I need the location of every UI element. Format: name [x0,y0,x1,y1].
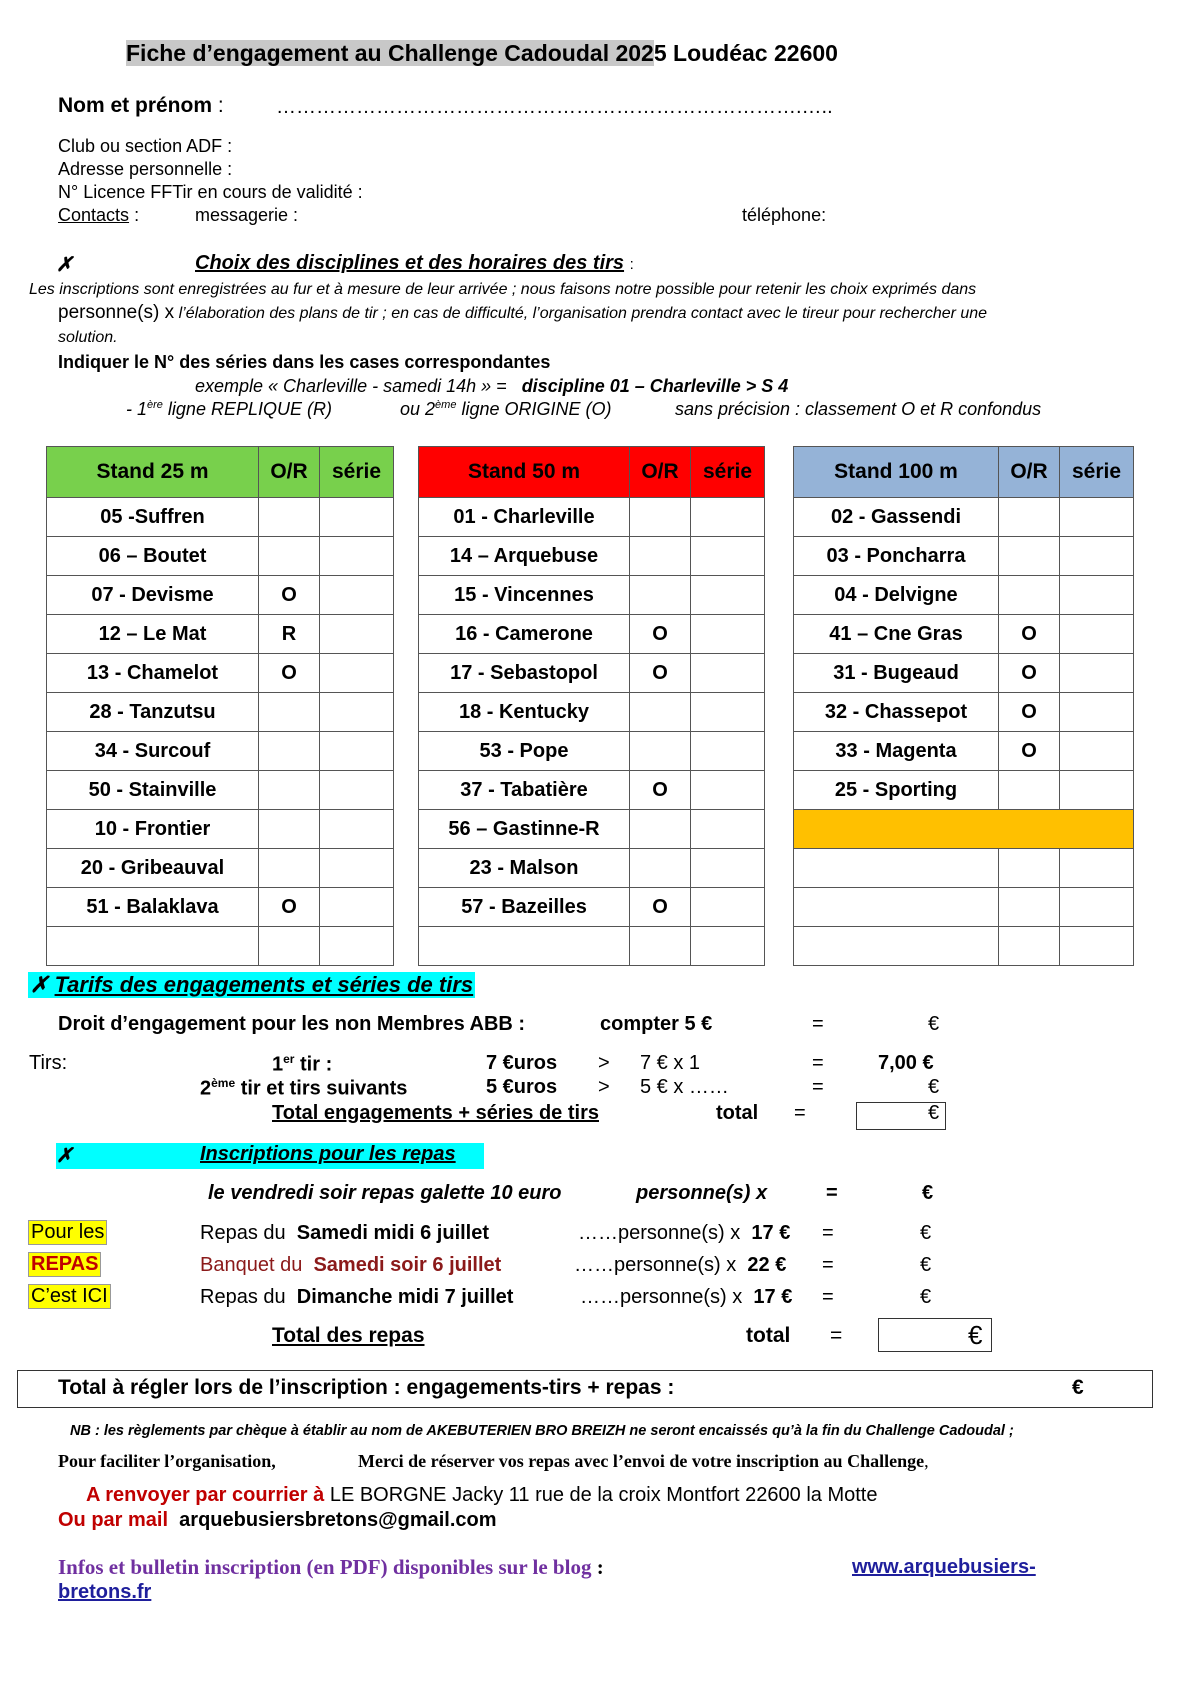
serie-cell[interactable] [320,615,394,654]
or-cell[interactable]: O [259,576,320,615]
side-note-3: C’est ICI [28,1284,111,1309]
total-engagements-label: Total engagements + séries de tirs [272,1102,599,1124]
serie-cell[interactable] [320,576,394,615]
serie-cell[interactable] [1060,576,1134,615]
or-cell[interactable] [259,810,320,849]
renvoyer-address: LE BORGNE Jacky 11 rue de la croix Montfort 22600 la Motte [324,1484,878,1506]
infos-colon: : [591,1555,604,1579]
stand-100-title: Stand 100 m [794,447,999,498]
blog-link-line1[interactable]: www.arquebusiers- [852,1556,1036,1578]
stand-50-title: Stand 50 m [419,447,630,498]
serie-cell[interactable] [691,927,765,966]
total-repas-eq: = [830,1324,843,1347]
total-engagements-euro: € [928,1102,940,1124]
total-engagements-word: total [716,1102,759,1124]
droit-text: Droit d’engagement pour les non Membres ABB : [58,1013,526,1035]
discipline-cell: 53 - Pope [419,732,630,771]
serie-cell[interactable] [691,498,765,537]
repas-row-3 [200,1286,513,1309]
serie-cell[interactable] [1060,849,1134,888]
droit-euro: € [928,1013,940,1035]
discipline-cell [794,927,999,966]
exemple-b: discipline 01 – Charleville > S 4 [521,376,789,396]
repas-heading-bar [56,1143,484,1169]
discipline-cell: 03 - Poncharra [794,537,999,576]
table-row [47,888,394,927]
serie-cell[interactable] [320,849,394,888]
discipline-cell: 14 – Arquebuse [419,537,630,576]
total-regler-label: Total à régler lors de l’inscription : engagements-tirs + repas : [58,1376,675,1399]
stand-25-table [46,446,394,966]
table-row [794,693,1134,732]
nom-field[interactable]: …………………………………………………………………….….. [276,96,833,118]
discipline-cell: 57 - Bazeilles [419,888,630,927]
discipline-cell: 33 - Magenta [794,732,999,771]
or-cell[interactable]: O [630,888,691,927]
or-cell[interactable] [630,693,691,732]
mail-address[interactable]: arquebusiersbretons@gmail.com [179,1509,497,1531]
tir2-post: tir et tirs suivants [235,1077,408,1100]
repas-row-3-euro: € [920,1286,932,1308]
serie-cell[interactable] [1060,927,1134,966]
table-row [47,498,394,537]
serie-cell[interactable] [1060,654,1134,693]
or-cell[interactable] [999,927,1060,966]
table-row [47,693,394,732]
serie-cell[interactable] [691,732,765,771]
tir1-total: 7,00 € [878,1052,934,1074]
table-row [794,615,1134,654]
or-cell[interactable] [630,810,691,849]
tir2-calc: 5 € x …… [640,1076,729,1098]
discipline-cell: 31 - Bugeaud [794,654,999,693]
serie-cell[interactable] [691,888,765,927]
table-row [419,498,765,537]
table-row [419,537,765,576]
tir1-price: 7 €uros [486,1052,558,1074]
total-regler-euro: € [1072,1376,1084,1399]
discipline-cell: 05 -Suffren [47,498,259,537]
serie-cell[interactable] [691,576,765,615]
infos-text [58,1555,604,1580]
ligne-a-post: ligne REPLIQUE (R) [162,399,332,419]
stand-100-or-header: O/R [999,447,1060,498]
discipline-cell: 37 - Tabatière [419,771,630,810]
choix-p2-rest: l’élaboration des plans de tir ; en cas de difficulté, l’organisation prendra contact avec le tireur pour rechercher une [174,305,988,322]
discipline-cell: 01 - Charleville [419,498,630,537]
discipline-cell: 28 - Tanzutsu [47,693,259,732]
ligne-a-pre: - 1 [126,399,148,419]
orange-band [794,810,1134,849]
discipline-cell [47,927,259,966]
discipline-cell [419,927,630,966]
ligne-replique [126,399,332,420]
table-row [794,576,1134,615]
discipline-cell: 15 - Vincennes [419,576,630,615]
discipline-cell: 12 – Le Mat [47,615,259,654]
discipline-cell: 32 - Chassepot [794,693,999,732]
discipline-cell: 10 - Frontier [47,810,259,849]
or-cell[interactable]: R [259,615,320,654]
discipline-cell: 06 – Boutet [47,537,259,576]
discipline-cell: 07 - Devisme [47,576,259,615]
table-row [794,537,1134,576]
serie-cell[interactable] [1060,732,1134,771]
contacts-row [58,205,139,226]
table-row [419,849,765,888]
tir1-calc: 7 € x 1 [640,1052,701,1074]
discipline-cell [794,888,999,927]
r2-p: 22 € [747,1254,787,1276]
discipline-cell: 18 - Kentucky [419,693,630,732]
choix-paragraph-2 [58,302,987,324]
discipline-cell: 16 - Camerone [419,615,630,654]
r1-p: 17 € [751,1222,791,1244]
mail-row [58,1509,497,1532]
or-cell[interactable] [630,576,691,615]
table-row [47,654,394,693]
tir1-label [272,1052,332,1077]
serie-cell[interactable] [1060,537,1134,576]
infos-main: Infos et bulletin inscription (en PDF) disponibles sur le blog [58,1555,592,1579]
table-row [419,810,765,849]
serie-cell[interactable] [691,693,765,732]
serie-cell[interactable] [320,693,394,732]
serie-cell[interactable] [320,888,394,927]
or-cell[interactable] [630,537,691,576]
choix-mark-icon: ✗ [56,254,73,276]
table-row [794,849,1134,888]
ligne-b-pre: ou 2 [400,399,436,419]
table-row [47,537,394,576]
tir2-sup: ème [211,1076,236,1090]
serie-cell[interactable] [320,810,394,849]
merci-main: Merci de réserver vos repas avec l’envoi de votre inscription au Challenge [358,1451,925,1471]
nb-text: NB : les règlements par chèque à établir au nom de AKEBUTERIEN BRO BREIZH ne seront encaissés qu’à la fin du Challenge Cadoudal ; [70,1423,1014,1439]
serie-cell[interactable] [1060,888,1134,927]
discipline-cell: 51 - Balaklava [47,888,259,927]
club-field-label: Club ou section ADF : [58,136,233,156]
or-cell[interactable]: O [999,654,1060,693]
serie-cell[interactable] [691,537,765,576]
or-cell[interactable] [259,927,320,966]
side-note-1: Pour les [28,1220,107,1245]
table-row [794,927,1134,966]
choix-colon: : [629,256,634,273]
ligne-confondus: sans précision : classement O et R confondus [675,399,1042,419]
tirs-label: Tirs: [29,1052,68,1074]
repas-row-2-eq: = [822,1254,834,1276]
or-cell[interactable]: O [630,615,691,654]
faciliter-text: Pour faciliter l’organisation, [58,1451,276,1471]
repas-row-1-eq: = [822,1222,834,1244]
contacts-colon: : [134,205,140,225]
side-note-2: REPAS [28,1252,101,1277]
or-cell[interactable] [999,888,1060,927]
or-cell[interactable] [999,849,1060,888]
discipline-cell [794,849,999,888]
repas-row-1 [200,1222,489,1245]
choix-paragraph-1: Les inscriptions sont enregistrées au fur et à mesure de leur arrivée ; nous faisons notre possible pour retenir les choix exprimés dans [29,281,977,298]
table-row [794,888,1134,927]
repas-row-2-euro: € [920,1254,932,1276]
or-cell[interactable] [999,771,1060,810]
tir2-euro: € [928,1076,940,1098]
repas-row-1-euro: € [920,1222,932,1244]
repas-row-3-eq: = [822,1286,834,1308]
table-row [47,927,394,966]
choix-p2-big: personne(s) x [58,302,175,323]
discipline-cell: 17 - Sebastopol [419,654,630,693]
serie-cell[interactable] [691,615,765,654]
or-cell[interactable] [259,693,320,732]
total-repas-euro: € [968,1320,983,1350]
title-highlighted: Fiche d’engagement au Challenge Cadoudal 202 [126,40,654,66]
discipline-cell: 56 – Gastinne-R [419,810,630,849]
merci-end: , [924,1451,929,1471]
discipline-cell: 25 - Sporting [794,771,999,810]
serie-cell[interactable] [1060,615,1134,654]
discipline-cell: 34 - Surcouf [47,732,259,771]
serie-cell[interactable] [320,498,394,537]
discipline-cell: 41 – Cne Gras [794,615,999,654]
renvoyer-red: A renvoyer par courrier à [86,1484,325,1506]
tarifs-heading: Tarifs des engagements et séries de tirs [54,972,474,997]
or-cell[interactable] [999,498,1060,537]
exemple-a: exemple « Charleville - samedi 14h » = [195,376,507,396]
telephone-label: téléphone: [742,205,827,225]
stand-50-table [418,446,765,966]
stand-100-table [793,446,1134,966]
tir1-sup: er [283,1052,295,1066]
tir2-eq: = [812,1076,824,1098]
or-cell[interactable] [630,849,691,888]
r3-c: ……personne(s) x [580,1286,743,1308]
total-repas-word: total [746,1324,791,1347]
stand-50-serie-header: série [691,447,765,498]
table-row [419,771,765,810]
discipline-cell: 23 - Malson [419,849,630,888]
title-rest: 5 Loudéac 22600 [653,40,838,66]
vendredi-text: le vendredi soir repas galette 10 euro [208,1182,562,1204]
discipline-cell: 50 - Stainville [47,771,259,810]
choix-paragraph-3: solution. [58,329,118,346]
repas-row-3-pers [580,1286,792,1309]
tir2-gt: > [598,1076,610,1098]
licence-field-label: N° Licence FFTir en cours de validité : [58,182,363,202]
vendredi-eq: = [826,1182,838,1204]
or-cell[interactable] [259,849,320,888]
messagerie-label: messagerie : [195,205,299,225]
ligne-a-sup: ère [147,399,163,411]
serie-cell[interactable] [691,771,765,810]
table-row [794,654,1134,693]
or-cell[interactable] [999,576,1060,615]
vendredi-pers: personne(s) x [636,1182,768,1204]
droit-eq: = [812,1013,824,1035]
ligne-origine [400,399,611,420]
nom-label: Nom et prénom [58,94,213,117]
tir1-eq: = [812,1052,824,1074]
renvoyer-text [86,1484,877,1507]
or-cell[interactable] [630,732,691,771]
tir2-label [200,1076,407,1101]
serie-cell[interactable] [320,927,394,966]
table-row [47,576,394,615]
stand-25-title: Stand 25 m [47,447,259,498]
serie-cell[interactable] [691,810,765,849]
repas-mark-icon: ✗ [56,1145,73,1167]
table-row [47,849,394,888]
table-row [47,771,394,810]
discipline-cell: 04 - Delvigne [794,576,999,615]
or-cell[interactable] [259,771,320,810]
total-engagements-eq: = [794,1102,806,1124]
mail-red: Ou par mail [58,1509,169,1531]
serie-cell[interactable] [1060,693,1134,732]
or-cell[interactable] [630,498,691,537]
serie-cell[interactable] [691,654,765,693]
r2-a: Banquet du [200,1254,303,1276]
table-row [419,732,765,771]
table-row [419,576,765,615]
table-row [794,498,1134,537]
table-row [419,927,765,966]
repas-heading: Inscriptions pour les repas [200,1143,456,1165]
r3-b: Dimanche midi 7 juillet [296,1286,514,1308]
or-cell[interactable]: O [259,888,320,927]
or-cell[interactable]: O [999,693,1060,732]
r1-c: ……personne(s) x [578,1222,741,1244]
table-row [419,654,765,693]
tarifs-heading-row [28,972,475,998]
or-cell[interactable]: O [259,654,320,693]
table-row [419,615,765,654]
or-cell[interactable] [259,498,320,537]
adresse-field-label: Adresse personnelle : [58,159,233,179]
merci-text [358,1451,929,1472]
or-cell[interactable]: O [630,771,691,810]
discipline-cell: 20 - Gribeauval [47,849,259,888]
table-row [794,771,1134,810]
page-title [126,40,838,67]
stand-50-or-header: O/R [630,447,691,498]
serie-cell[interactable] [1060,771,1134,810]
exemple-text [195,376,788,397]
or-cell[interactable] [259,537,320,576]
or-cell[interactable]: O [630,654,691,693]
indiquer-text: Indiquer le N° des séries dans les cases correspondantes [58,352,551,372]
or-cell[interactable]: O [999,732,1060,771]
r1-b: Samedi midi 6 juillet [296,1222,490,1244]
vendredi-euro: € [922,1182,934,1204]
or-cell[interactable] [630,927,691,966]
table-row [419,693,765,732]
tir2-price: 5 €uros [486,1076,558,1098]
serie-cell[interactable] [691,849,765,888]
blog-link-line2[interactable]: bretons.fr [58,1581,152,1603]
tarifs-mark-icon: ✗ [30,972,49,997]
r2-c: ……personne(s) x [574,1254,737,1276]
tir1-pre: 1 [272,1053,284,1076]
or-cell[interactable]: O [999,615,1060,654]
serie-cell[interactable] [320,771,394,810]
serie-cell[interactable] [320,732,394,771]
serie-cell[interactable] [1060,498,1134,537]
discipline-cell: 02 - Gassendi [794,498,999,537]
or-cell[interactable] [999,537,1060,576]
total-repas-label: Total des repas [272,1324,425,1347]
r1-a: Repas du [200,1222,286,1244]
table-row [419,888,765,927]
or-cell[interactable] [259,732,320,771]
nom-colon: : [217,94,224,117]
r3-a: Repas du [200,1286,286,1308]
choix-heading: Choix des disciplines et des horaires des tirs [195,252,625,274]
serie-cell[interactable] [320,654,394,693]
separator-row [794,810,1134,849]
tir1-post: tir : [294,1053,333,1076]
nom-label-row [58,94,224,118]
contacts-label: Contacts [58,205,130,225]
repas-row-2 [200,1254,501,1277]
ligne-b-post: ligne ORIGINE (O) [456,399,612,419]
repas-row-2-pers [574,1254,786,1277]
stand-25-serie-header: série [320,447,394,498]
compter-text: compter 5 € [600,1013,713,1035]
table-row [47,810,394,849]
r3-p: 17 € [753,1286,793,1308]
repas-row-1-pers [578,1222,790,1245]
table-row [47,732,394,771]
table-row [47,615,394,654]
discipline-cell: 13 - Chamelot [47,654,259,693]
table-row [794,732,1134,771]
choix-heading-row [195,252,634,275]
tir1-gt: > [598,1052,610,1074]
stand-25-or-header: O/R [259,447,320,498]
serie-cell[interactable] [320,537,394,576]
r2-b: Samedi soir 6 juillet [313,1254,502,1276]
ligne-b-sup: ème [435,399,457,411]
stand-100-serie-header: série [1060,447,1134,498]
tir2-pre: 2 [200,1077,212,1100]
